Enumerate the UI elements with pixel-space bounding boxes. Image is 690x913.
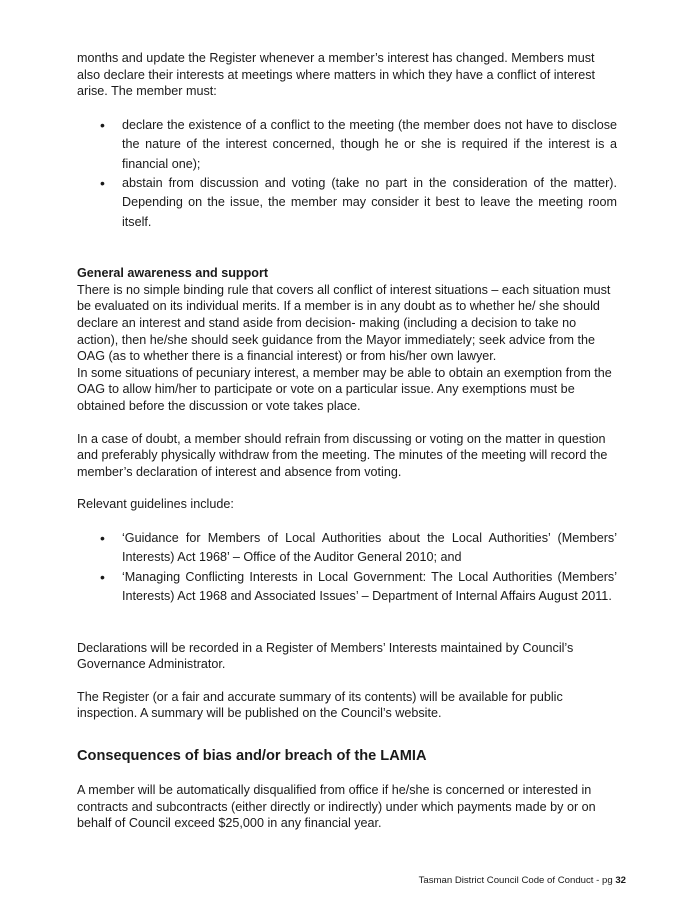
general-awareness-paragraph-1: There is no simple binding rule that covers all conflict of interest situations – each situation must be evaluated on its individual merits. If a member is in any doubt as to whether he/ she should declare an interest and stand aside from decision- making (including a decision to take no action), then he/she should seek guidance from the Mayor immediately; seek advice from the OAG (as to whether there is a financial interest) or from his/her own lawyer. bbox=[77, 282, 611, 364]
list-item: • declare the existence of a conflict to the meeting (the member does not have to disclose the nature of the interest concerned, though he or she is required if the interest is a financial one); bbox=[77, 116, 617, 174]
spacer bbox=[77, 100, 617, 116]
intro-paragraph: months and update the Register whenever a member’s interest has changed. Members must also declare their interests at meetings where matters in which they have a conflict of interest arise. The member must: bbox=[77, 51, 595, 99]
document-page bbox=[77, 50, 617, 832]
spacer bbox=[77, 673, 617, 689]
spacer bbox=[77, 513, 617, 529]
general-awareness-heading: General awareness and support bbox=[77, 266, 269, 281]
consequences-paragraph: A member will be automatically disqualified from office if he/she is concerned or interested in contracts and subcontracts (either directly or indirectly) under which payments made by or on behalf of Council exceed $25,000 in any financial year. bbox=[77, 782, 596, 831]
register-paragraph: The Register (or a fair and accurate summary of its contents) will be available for public inspection. A summary will be published on the Council’s website. bbox=[77, 689, 563, 721]
consequences-heading: Consequences of bias and/or breach of the LAMIA bbox=[77, 747, 427, 764]
page-footer bbox=[419, 875, 626, 886]
spacer bbox=[77, 766, 617, 782]
spacer bbox=[77, 232, 617, 265]
list-item: • abstain from discussion and voting (take no part in the consideration of the matter). Depending on the issue, the member may consider it best to leave the meeting room itself. bbox=[77, 174, 617, 232]
spacer bbox=[77, 607, 617, 640]
general-awareness-paragraph-2: In some situations of pecuniary interest, a member may be able to obtain an exemption from the OAG to allow him/her to participate or vote on a particular issue. Any exemptions must be obtained before the discussion or vote takes place. bbox=[77, 365, 612, 413]
list-item: • ‘Guidance for Members of Local Authorities about the Local Authorities’ (Members’ Interests) Act 1968’ – Office of the Auditor General 2010; and bbox=[77, 529, 617, 568]
spacer bbox=[77, 480, 617, 496]
member-must-list bbox=[77, 116, 617, 232]
guidelines-list bbox=[77, 529, 617, 607]
guidelines-intro: Relevant guidelines include: bbox=[77, 497, 234, 512]
footer-page-number: 32 bbox=[615, 875, 626, 886]
list-item: • ‘Managing Conflicting Interests in Local Government: The Local Authorities (Members’ Interests) Act 1968 and Associated Issues’ – Department of Internal Affairs August 2011. bbox=[77, 568, 617, 607]
footer-text: Tasman District Council Code of Conduct - pg bbox=[418, 875, 616, 886]
general-awareness-paragraph-3: In a case of doubt, a member should refrain from discussing or voting on the matter in question and preferably physically withdraw from the meeting. The minutes of the meeting will record the member’s declaration of interest and absence from voting. bbox=[77, 431, 608, 479]
declarations-paragraph: Declarations will be recorded in a Register of Members’ Interests maintained by Council’s Governance Administrator. bbox=[77, 640, 574, 672]
spacer bbox=[77, 722, 617, 746]
spacer bbox=[77, 415, 617, 431]
